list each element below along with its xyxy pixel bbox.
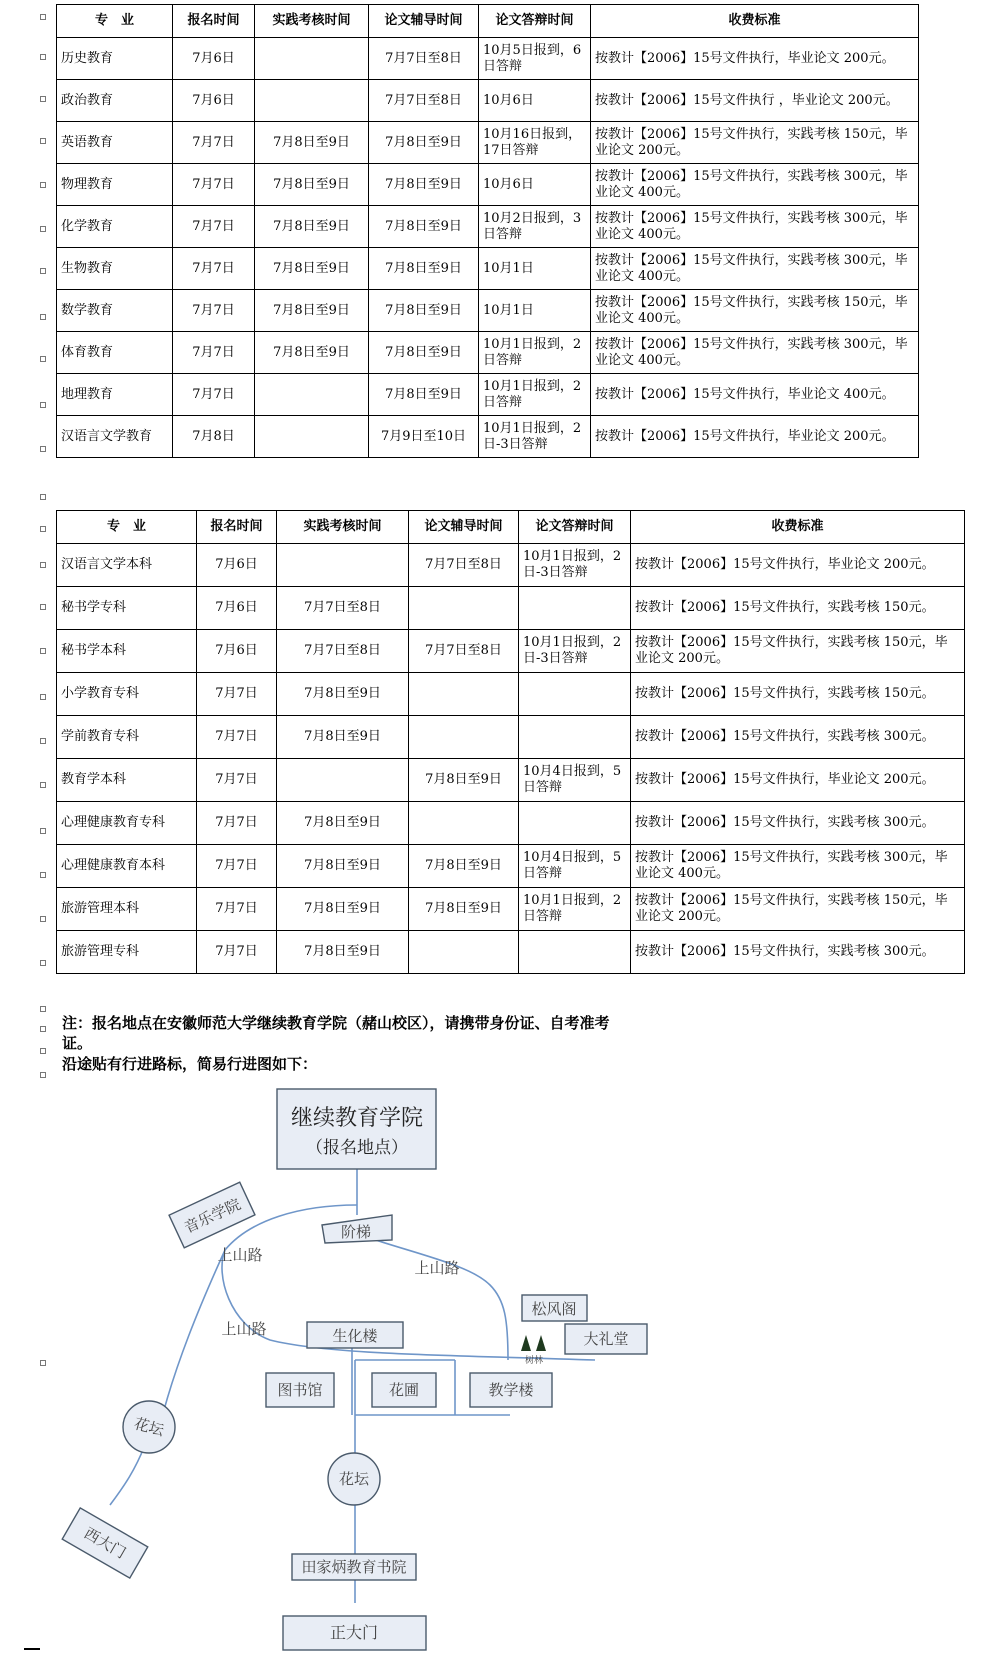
table1-row — [57, 80, 919, 122]
cell-major: 心理健康教育专科 — [57, 802, 197, 845]
table2-header-cell: 论文答辩时间 — [519, 511, 631, 544]
table1-header-cell: 收费标准 — [591, 5, 919, 38]
cell-defense: 10月5日报到，6日答辩 — [479, 38, 591, 80]
list-bullet — [40, 960, 46, 966]
cell-major: 数学教育 — [57, 290, 173, 332]
list-bullet — [40, 96, 46, 102]
cell-fee: 按教计【2006】15号文件执行，实践考核 300元。 — [631, 716, 965, 759]
list-bullet — [40, 1026, 46, 1032]
cell-practice: 7月8日至9日 — [277, 845, 409, 888]
table2-header-cell: 收费标准 — [631, 511, 965, 544]
cell-tutor: 7月7日至8日 — [369, 38, 479, 80]
map-garden: 花圃 — [388, 1381, 420, 1399]
cell-tutor: 7月7日至8日 — [409, 544, 519, 587]
cell-reg: 7月7日 — [173, 248, 255, 290]
cell-defense: 10月1日报到，2日答辩 — [479, 332, 591, 374]
cell-fee: 按教计【2006】15号文件执行，实践考核 300元。 — [631, 802, 965, 845]
list-bullet — [40, 1048, 46, 1054]
cell-reg: 7月7日 — [197, 673, 277, 716]
cell-defense: 10月1日报到，2日-3日答辩 — [479, 416, 591, 458]
cell-tutor: 7月8日至9日 — [369, 206, 479, 248]
cell-practice: 7月8日至9日 — [277, 931, 409, 974]
cell-defense: 10月1日报到，2日-3日答辩 — [519, 544, 631, 587]
cell-reg: 7月7日 — [197, 845, 277, 888]
cell-fee: 按教计【2006】15号文件执行，实践考核 300元，毕业论文 400元。 — [591, 206, 919, 248]
list-bullet — [40, 402, 46, 408]
table1-row — [57, 248, 919, 290]
cell-fee: 按教计【2006】15号文件执行，实践考核 150元，毕业论文 200元。 — [631, 630, 965, 673]
route-note: 沿途贴有行进路标，简易行进图如下： — [62, 1055, 318, 1073]
cell-fee: 按教计【2006】15号文件执行，实践考核 300元。 — [631, 931, 965, 974]
table2-row — [57, 888, 965, 931]
list-bullet — [40, 562, 46, 568]
cell-major: 学前教育专科 — [57, 716, 197, 759]
table2-header-cell: 实践考核时间 — [277, 511, 409, 544]
cell-major: 政治教育 — [57, 80, 173, 122]
cell-defense: 10月1日 — [479, 248, 591, 290]
cell-defense: 10月6日 — [479, 80, 591, 122]
table1-header-cell: 专 业 — [57, 5, 173, 38]
cell-major: 历史教育 — [57, 38, 173, 80]
table1-header-cell: 论文答辩时间 — [479, 5, 591, 38]
cell-fee: 按教计【2006】15号文件执行，毕业论文 200元。 — [631, 544, 965, 587]
table1-row — [57, 290, 919, 332]
campus-route-map — [0, 1075, 700, 1668]
table2-row — [57, 630, 965, 673]
cell-tutor — [409, 802, 519, 845]
cell-major: 秘书学本科 — [57, 630, 197, 673]
cell-reg: 7月6日 — [197, 630, 277, 673]
cell-reg: 7月6日 — [173, 38, 255, 80]
list-bullet — [40, 872, 46, 878]
cell-major: 物理教育 — [57, 164, 173, 206]
cell-tutor: 7月8日至9日 — [369, 290, 479, 332]
table2-header-cell: 论文辅导时间 — [409, 511, 519, 544]
cell-practice: 7月7日至8日 — [277, 587, 409, 630]
cell-tutor: 7月8日至9日 — [369, 164, 479, 206]
cell-defense — [519, 587, 631, 630]
table2-row — [57, 673, 965, 716]
list-bullet — [40, 694, 46, 700]
cell-major: 小学教育专科 — [57, 673, 197, 716]
cell-tutor: 7月8日至9日 — [369, 122, 479, 164]
cell-major: 旅游管理专科 — [57, 931, 197, 974]
cell-practice: 7月8日至9日 — [255, 164, 369, 206]
list-bullet — [40, 356, 46, 362]
cell-reg: 7月6日 — [197, 587, 277, 630]
cell-defense: 10月4日报到，5日答辩 — [519, 759, 631, 802]
table1-row — [57, 416, 919, 458]
table1-row — [57, 122, 919, 164]
cell-fee: 按教计【2006】15号文件执行，实践考核 300元，毕业论文 400元。 — [591, 248, 919, 290]
cell-fee: 按教计【2006】15号文件执行，实践考核 300元，毕业论文 400元。 — [591, 332, 919, 374]
cell-defense: 10月1日报到，2日答辩 — [479, 374, 591, 416]
schedule-table-1 — [56, 4, 919, 458]
cell-fee: 按教计【2006】15号文件执行，实践考核 150元，毕业论文 200元。 — [631, 888, 965, 931]
cell-tutor: 7月8日至9日 — [369, 332, 479, 374]
cell-tutor: 7月9日至10日 — [369, 416, 479, 458]
cell-defense — [519, 931, 631, 974]
list-bullet — [40, 14, 46, 20]
cell-fee: 按教计【2006】15号文件执行，实践考核 150元，毕业论文 400元。 — [591, 290, 919, 332]
cell-practice — [255, 416, 369, 458]
map-college-sub: （报名地点） — [306, 1138, 408, 1158]
cell-reg: 7月6日 — [173, 80, 255, 122]
map-west-gate: 西大门 — [81, 1523, 129, 1563]
cell-major: 旅游管理本科 — [57, 888, 197, 931]
cell-practice: 7月8日至9日 — [277, 888, 409, 931]
cell-major: 汉语言文学本科 — [57, 544, 197, 587]
cell-defense: 10月6日 — [479, 164, 591, 206]
cell-tutor: 7月7日至8日 — [369, 80, 479, 122]
cell-defense: 10月1日 — [479, 290, 591, 332]
map-songfeng: 松风阁 — [531, 1300, 577, 1318]
cell-reg: 7月7日 — [197, 759, 277, 802]
cell-major: 秘书学专科 — [57, 587, 197, 630]
cell-defense: 10月16日报到，17日答辩 — [479, 122, 591, 164]
list-bullet — [40, 138, 46, 144]
table2-row — [57, 802, 965, 845]
cell-fee: 按教计【2006】15号文件执行，实践考核 300元，毕业论文 400元。 — [591, 164, 919, 206]
list-bullet — [40, 314, 46, 320]
list-bullet — [40, 526, 46, 532]
list-bullet — [40, 182, 46, 188]
cell-fee: 按教计【2006】15号文件执行，毕业论文 400元。 — [591, 374, 919, 416]
cell-practice — [255, 38, 369, 80]
cell-major: 体育教育 — [57, 332, 173, 374]
map-shenghua: 生化楼 — [332, 1327, 378, 1345]
table1-row — [57, 164, 919, 206]
cell-practice: 7月8日至9日 — [255, 290, 369, 332]
cell-defense: 10月1日报到，2日答辩 — [519, 888, 631, 931]
cell-fee: 按教计【2006】15号文件执行，毕业论文 200元。 — [591, 38, 919, 80]
cell-tutor: 7月8日至9日 — [409, 845, 519, 888]
cell-reg: 7月7日 — [173, 374, 255, 416]
schedule-table-2 — [56, 510, 965, 974]
page-bottom-rule — [24, 1648, 40, 1650]
map-main-gate: 正大门 — [329, 1623, 379, 1642]
list-bullet — [40, 782, 46, 788]
cell-fee: 按教计【2006】15号文件执行，实践考核 150元，毕业论文 200元。 — [591, 122, 919, 164]
cell-reg: 7月8日 — [173, 416, 255, 458]
cell-major: 生物教育 — [57, 248, 173, 290]
cell-defense — [519, 716, 631, 759]
map-college: 继续教育学院 — [290, 1106, 424, 1131]
cell-tutor — [409, 716, 519, 759]
cell-practice: 7月8日至9日 — [255, 206, 369, 248]
cell-major: 英语教育 — [57, 122, 173, 164]
list-bullet — [40, 1006, 46, 1012]
map-teaching: 教学楼 — [488, 1381, 534, 1399]
cell-fee: 按教计【2006】15号文件执行，毕业论文 200元。 — [631, 759, 965, 802]
table1-row — [57, 38, 919, 80]
map-trees: 树林 — [524, 1356, 544, 1366]
table1-header-cell: 报名时间 — [173, 5, 255, 38]
table2-header-cell: 专 业 — [57, 511, 197, 544]
cell-fee: 按教计【2006】15号文件执行，实践考核 150元。 — [631, 587, 965, 630]
cell-reg: 7月7日 — [197, 888, 277, 931]
cell-fee: 按教计【2006】15号文件执行，实践考核 300元，毕业论文 400元。 — [631, 845, 965, 888]
cell-defense: 10月4日报到，5日答辩 — [519, 845, 631, 888]
cell-tutor — [409, 673, 519, 716]
list-bullet — [40, 226, 46, 232]
table1-row — [57, 206, 919, 248]
cell-tutor: 7月8日至9日 — [409, 759, 519, 802]
cell-major: 地理教育 — [57, 374, 173, 416]
cell-reg: 7月7日 — [173, 290, 255, 332]
cell-fee: 按教计【2006】15号文件执行 ，毕业论文 200元。 — [591, 80, 919, 122]
cell-practice: 7月8日至9日 — [255, 332, 369, 374]
cell-fee: 按教计【2006】15号文件执行，毕业论文 200元。 — [591, 416, 919, 458]
list-bullet — [40, 648, 46, 654]
cell-major: 化学教育 — [57, 206, 173, 248]
cell-defense — [519, 802, 631, 845]
cell-tutor — [409, 587, 519, 630]
list-bullet — [40, 604, 46, 610]
cell-reg: 7月7日 — [173, 164, 255, 206]
cell-practice — [277, 759, 409, 802]
cell-practice: 7月8日至9日 — [255, 248, 369, 290]
cell-tutor — [409, 931, 519, 974]
table2-row — [57, 759, 965, 802]
cell-tutor: 7月8日至9日 — [369, 374, 479, 416]
cell-practice: 7月8日至9日 — [277, 802, 409, 845]
cell-practice: 7月8日至9日 — [277, 716, 409, 759]
map-library: 图书馆 — [277, 1381, 323, 1399]
cell-defense: 10月1日报到，2日-3日答辩 — [519, 630, 631, 673]
table1-header-cell: 论文辅导时间 — [369, 5, 479, 38]
cell-reg: 7月7日 — [173, 332, 255, 374]
cell-reg: 7月7日 — [173, 122, 255, 164]
cell-practice — [277, 544, 409, 587]
table2-header-row — [57, 511, 965, 544]
table2-row — [57, 931, 965, 974]
cell-fee: 按教计【2006】15号文件执行，实践考核 150元。 — [631, 673, 965, 716]
cell-reg: 7月7日 — [197, 802, 277, 845]
list-bullet — [40, 446, 46, 452]
map-stairs: 阶梯 — [340, 1223, 372, 1241]
list-bullet — [40, 494, 46, 500]
map-road-3: 上山路 — [221, 1320, 267, 1338]
map-tianjiabing: 田家炳教育书院 — [301, 1558, 407, 1576]
map-flower-bed-left: 花坛 — [132, 1414, 166, 1440]
cell-tutor: 7月8日至9日 — [409, 888, 519, 931]
cell-tutor: 7月8日至9日 — [369, 248, 479, 290]
cell-practice — [255, 374, 369, 416]
map-music: 音乐学院 — [181, 1195, 244, 1237]
list-bullet — [40, 54, 46, 60]
cell-reg: 7月7日 — [173, 206, 255, 248]
cell-practice: 7月8日至9日 — [277, 673, 409, 716]
map-road-1: 上山路 — [217, 1246, 263, 1264]
cell-practice: 7月7日至8日 — [277, 630, 409, 673]
registration-note: 注：报名地点在安徽师范大学继续教育学院（赭山校区），请携带身份证、自考准考证。 — [62, 1014, 610, 1052]
cell-reg: 7月7日 — [197, 716, 277, 759]
list-bullet — [40, 738, 46, 744]
table1-header-cell: 实践考核时间 — [255, 5, 369, 38]
cell-practice — [255, 80, 369, 122]
cell-defense — [519, 673, 631, 716]
table1-row — [57, 374, 919, 416]
cell-tutor: 7月7日至8日 — [409, 630, 519, 673]
map-flower-bed-center: 花坛 — [338, 1470, 370, 1488]
list-bullet — [40, 828, 46, 834]
cell-major: 汉语言文学教育 — [57, 416, 173, 458]
cell-reg: 7月7日 — [197, 931, 277, 974]
table2-row — [57, 716, 965, 759]
list-bullet — [40, 268, 46, 274]
map-auditorium: 大礼堂 — [583, 1330, 629, 1348]
cell-major: 心理健康教育本科 — [57, 845, 197, 888]
cell-defense: 10月2日报到，3日答辩 — [479, 206, 591, 248]
cell-reg: 7月6日 — [197, 544, 277, 587]
list-bullet — [40, 916, 46, 922]
table1-header-row — [57, 5, 919, 38]
table2-row — [57, 587, 965, 630]
table1-row — [57, 332, 919, 374]
cell-major: 教育学本科 — [57, 759, 197, 802]
table2-row — [57, 845, 965, 888]
map-road-2: 上山路 — [414, 1259, 460, 1277]
table2-row — [57, 544, 965, 587]
table2-header-cell: 报名时间 — [197, 511, 277, 544]
cell-practice: 7月8日至9日 — [255, 122, 369, 164]
